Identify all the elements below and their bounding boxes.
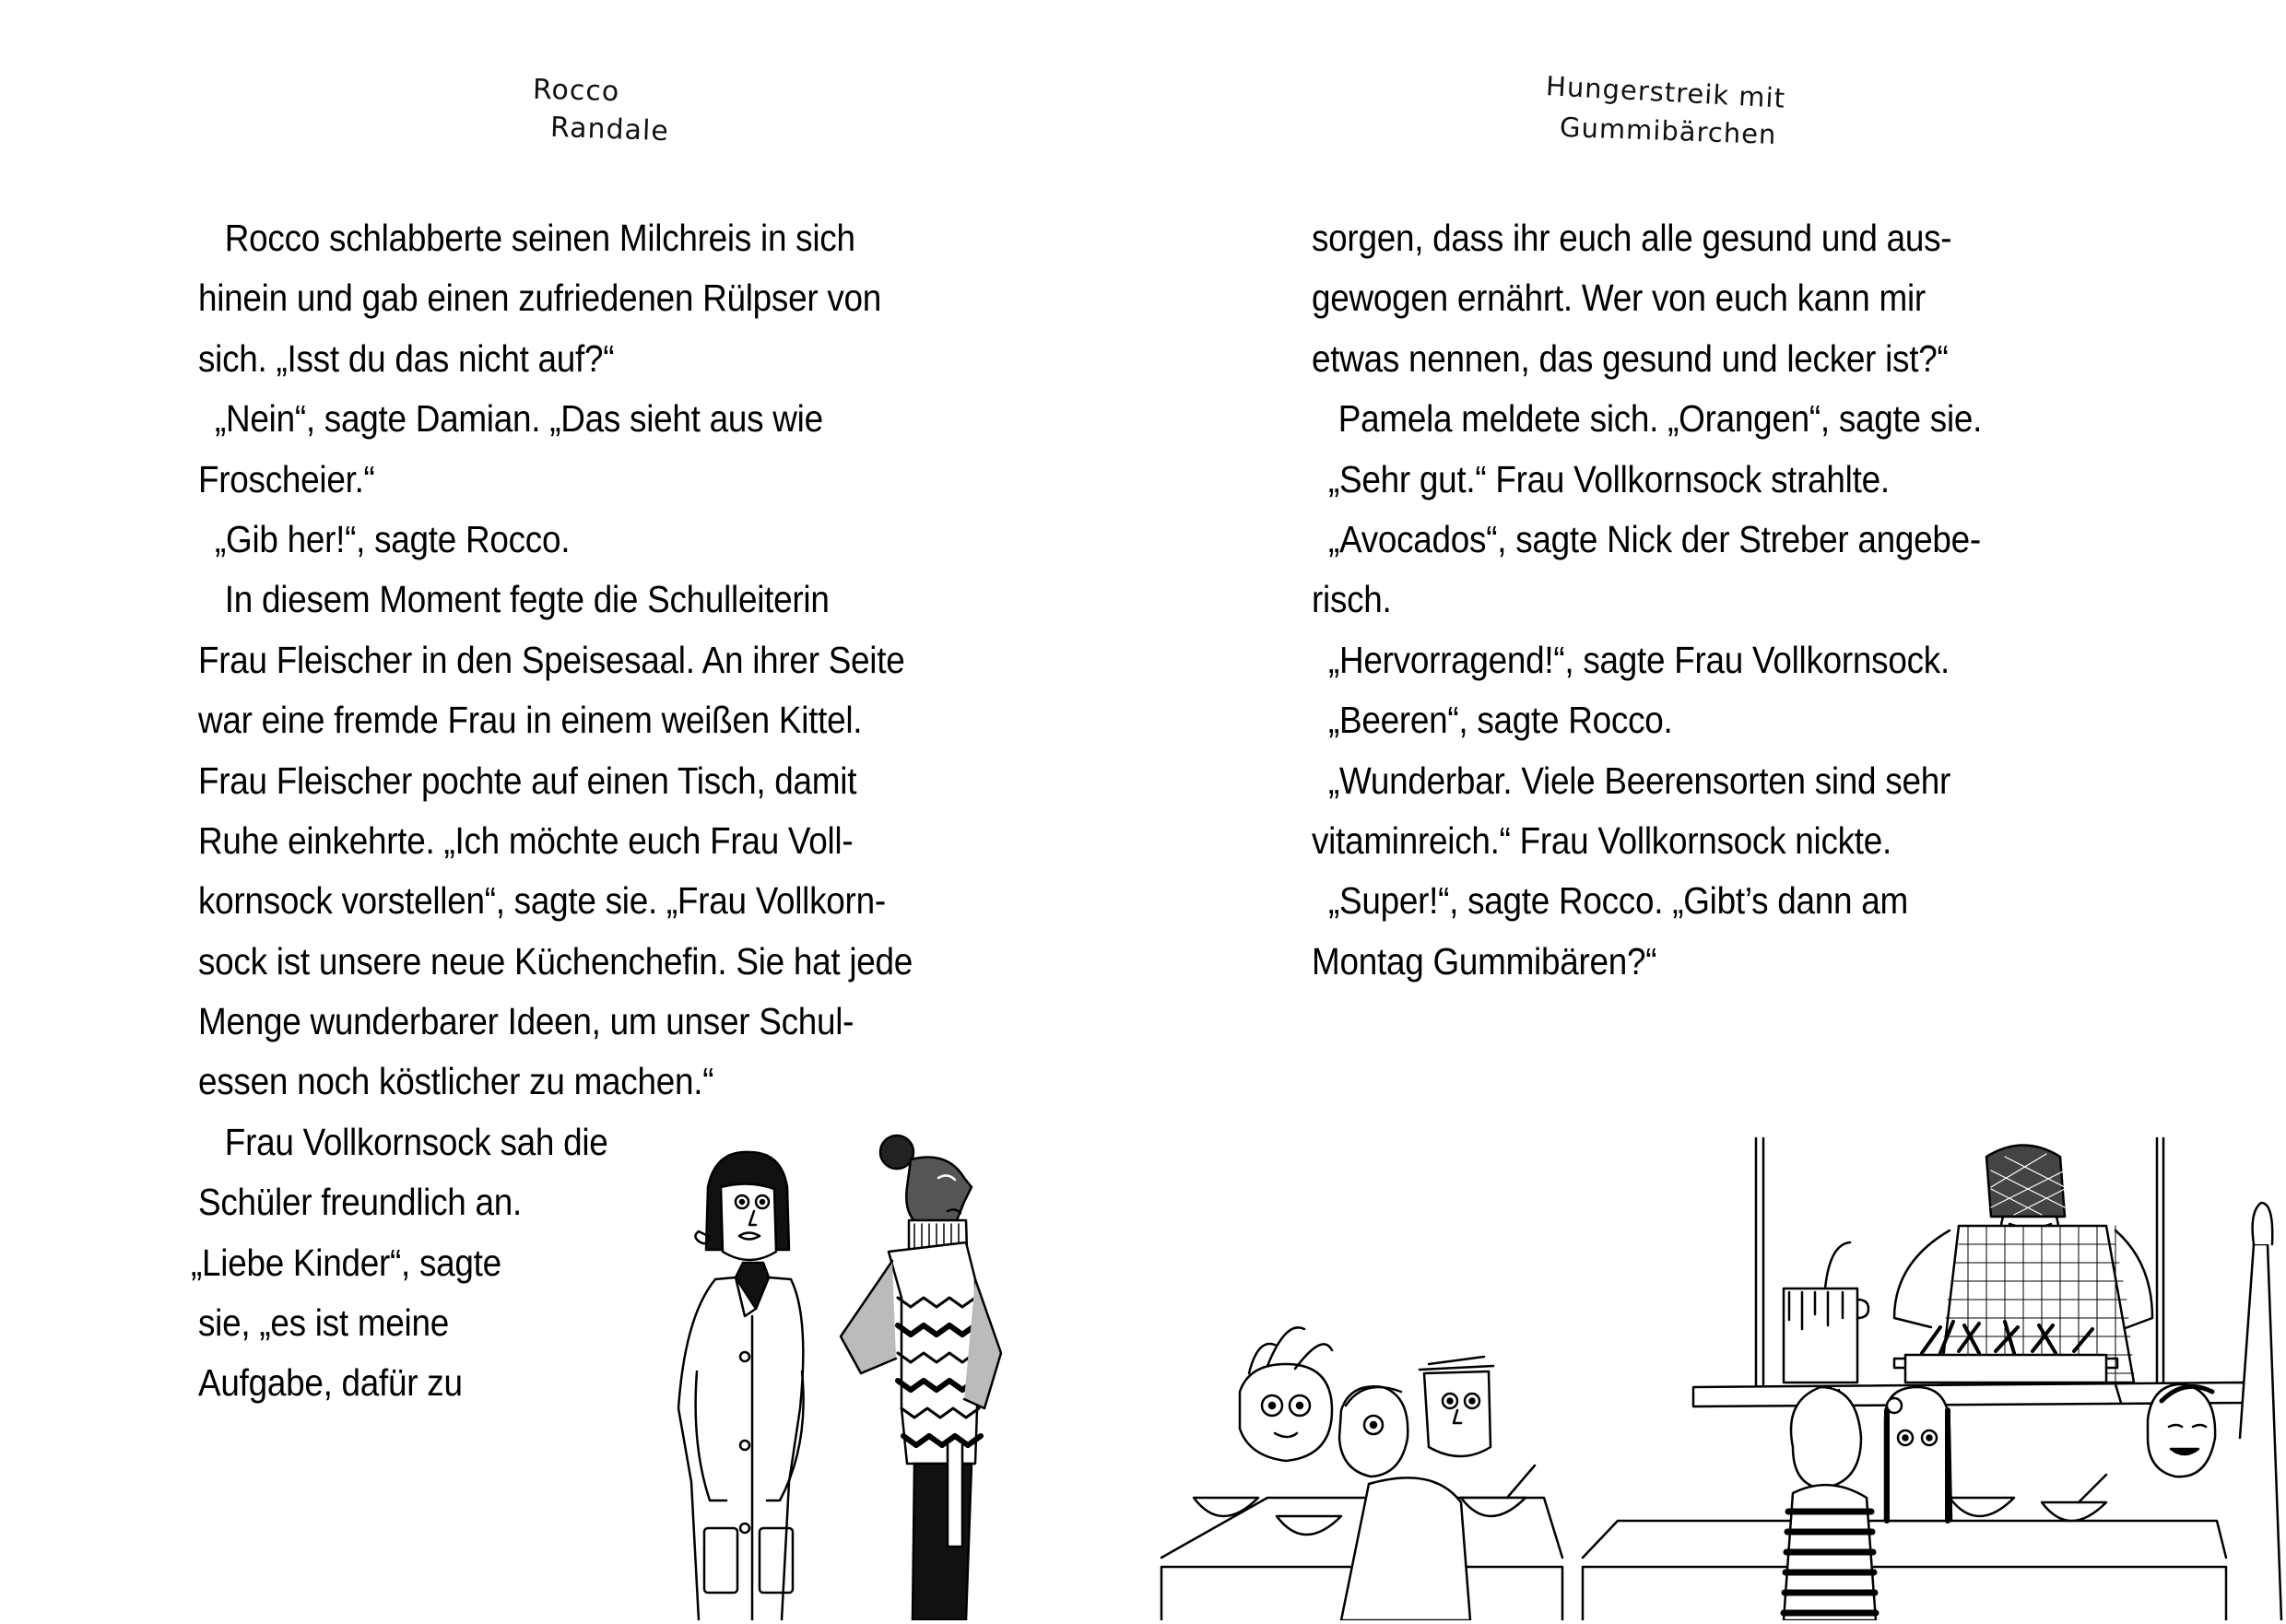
text-line: „Gib her!“, sagte Rocco. [215, 517, 571, 560]
text-line: sorgen, dass ihr euch alle gesund und aus- [1312, 217, 1952, 259]
text-line: „Avocados“, sagte Nick der Streber angebe- [1328, 517, 1981, 560]
running-head-line-2: Gummibärchen [1559, 111, 1777, 151]
text-line: Montag Gummibären?“ [1312, 939, 1657, 983]
text-line: essen noch köstlicher zu machen.“ [198, 1060, 714, 1103]
text-line: „Hervorragend!“, sagte Frau Vollkornsock. [1328, 638, 1950, 681]
text-line: Frau Fleischer pochte auf einen Tisch, damit [198, 759, 857, 802]
text-line: „Nein“, sagte Damian. „Das sieht aus wie [215, 397, 823, 441]
text-line: Rocco schlabberte seinen Milchreis in sich [224, 217, 855, 259]
right-page [1143, 0, 2286, 1620]
text-line: etwas nennen, das gesund und lecker ist?“ [1312, 336, 1949, 380]
illustration-two-women [671, 1132, 1040, 1620]
text-line: sich. „Isst du das nicht auf?“ [198, 336, 615, 380]
text-line: gewogen ernährt. Wer von euch kann mir [1312, 277, 1926, 320]
two-women-drawing-icon [671, 1132, 1040, 1620]
text-line: Pamela meldete sich. „Orangen“, sagte sie. [1337, 397, 1983, 441]
text-line: „Super!“, sagte Rocco. „Gibt’s dann am [1328, 879, 1908, 923]
text-line: sie, „es ist meine [198, 1301, 449, 1345]
text-line: Aufgabe, dafür zu [198, 1361, 463, 1405]
text-line: Menge wunderbarer Ideen, um unser Schul- [198, 1000, 854, 1043]
left-page [0, 0, 1143, 1620]
text-line: „Beeren“, sagte Rocco. [1328, 699, 1673, 742]
text-line: risch. [1312, 578, 1392, 621]
text-line: „Liebe Kinder“, sagte [191, 1241, 501, 1284]
text-line: war eine fremde Frau in einem weißen Kittel. [198, 699, 863, 742]
text-line: sock ist unsere neue Küchenchefin. Sie hat jede [198, 939, 913, 983]
text-line: Froscheier.“ [198, 457, 375, 500]
text-line: Frau Fleischer in den Speisesaal. An ihrer Seite [198, 638, 905, 681]
text-line: hinein und gab einen zufriedenen Rülpser von [198, 277, 882, 320]
text-line: „Sehr gut.“ Frau Vollkornsock strahlte. [1328, 457, 1890, 500]
text-line: „Wunderbar. Viele Beerensorten sind sehr [1328, 759, 1950, 802]
text-line: vitaminreich.“ Frau Vollkornsock nickte. [1312, 818, 1892, 862]
running-head-line-2: Randale [549, 111, 670, 148]
running-head-line-1: Hungerstreik mit [1545, 70, 1786, 114]
illustration-canteen [1157, 1134, 2286, 1620]
text-line: Schüler freundlich an. [198, 1181, 522, 1224]
text-line: Frau Vollkornsock sah die [224, 1120, 608, 1163]
text-line: In diesem Moment fegte die Schulleiterin [224, 578, 830, 621]
text-line: kornsock vorstellen“, sagte sie. „Frau Vollkorn- [198, 879, 886, 923]
body-text [1312, 208, 2141, 992]
running-head-line-1: Rocco [532, 73, 620, 109]
canteen-scene-drawing-icon [1157, 1134, 2286, 1620]
text-line: Ruhe einkehrte. „Ich möchte euch Frau Voll- [198, 818, 854, 862]
